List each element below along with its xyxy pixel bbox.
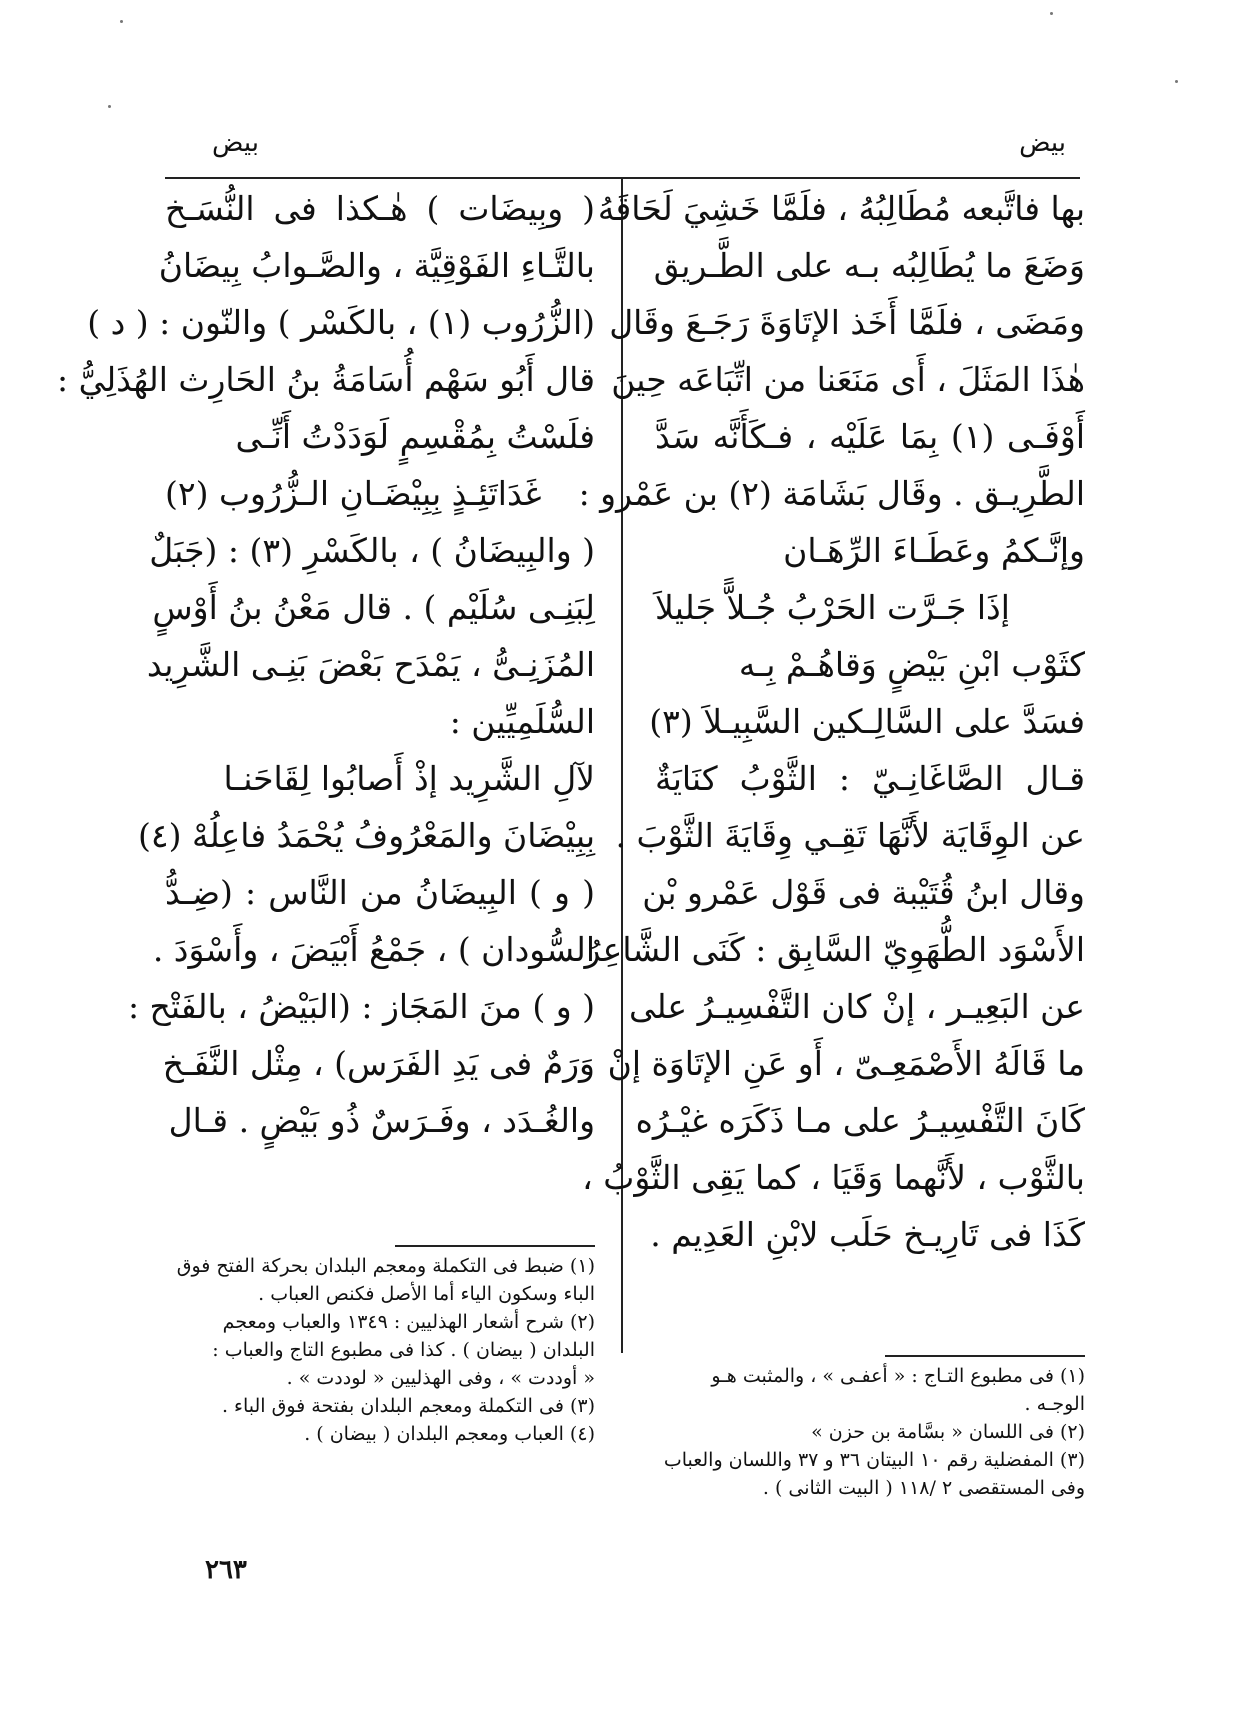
text-line: الأَسْوَد الطُّهَوِيّ السَّابِق : كَنَى الشَّاعِرُ <box>584 930 1085 969</box>
footnote-line: (٣) فى التكملة ومعجم البلدان بفتحة فوق الباء . <box>221 1395 595 1417</box>
scan-speck <box>1050 12 1053 15</box>
running-header-right: بيض <box>1019 128 1066 158</box>
text-line: السُّودان ) ، جَمْعُ أَبْيَضَ ، وأَسْوَدَ . <box>152 930 595 969</box>
text-line: المُزَنِـىُّ ، يَمْدَح بَعْضَ بَنِـى الشَّرِيد <box>146 645 595 684</box>
text-line: السُّلَمِيِّين : <box>449 702 595 741</box>
text-line: عن الوِقَايَة لأَنَّهَا تَقِـي وِقَايَةَ الثَّوْبَ . <box>615 816 1085 855</box>
text-line: (الزُّرُوب (١) ، بالكَسْر ) والنّون : ( د ) <box>87 303 595 342</box>
text-line: ( والبِيضَانُ ) ، بالكَسْرِ (٣) : (جَبَلٌ <box>149 531 595 570</box>
text-line: وَرَمٌ فى يَدِ الفَرَس) ، مِثْل النَّفَـخ <box>162 1044 595 1083</box>
verse-line: فلَسْتُ بِمُقْسِمٍ لَوَدَدْتُ أَنِّـى <box>235 417 595 456</box>
footnote-line: « أوددت » ، وفى الهذليين « لوددت » . <box>286 1367 595 1389</box>
verse-line: غَدَاتَئِـذٍ بِبِيْضَـانِ الـزُّرُوب (٢) <box>165 474 542 513</box>
verse-line: إذَا جَـرَّت الحَرْبُ جُـلاًّ جَليلاَ <box>655 588 1010 627</box>
text-line: أَوْفَـى (١) بِمَا عَلَيْه ، فـكَأَنَّه سَدَّ <box>655 417 1085 456</box>
text-line: عن البَعِيـر ، إنْ كان التَّفْسِيـرُ على <box>628 987 1085 1026</box>
footnotes-right <box>655 1362 1085 1502</box>
text-line: بالثَّوْب ، لأَنَّهما وَقَيَا ، كما يَقِى الثَّوْبُ ، <box>582 1158 1085 1197</box>
footnote-line: (١) ضبط فى التكملة ومعجم البلدان بحركة الفتح فوق <box>176 1255 595 1277</box>
footnotes-left <box>165 1252 595 1448</box>
text-line: قال أَبُو سَهْم أُسَامَةُ بنُ الحَارِث الهُذَلِيُّ : <box>56 360 595 399</box>
text-line: هٰذَا المَثَلَ ، أَى مَنَعَنا من اتِّبَاعَه حِينَ <box>611 360 1085 399</box>
text-line: وقال ابنُ قُتَيْبة فى قَوْل عَمْرو بْن <box>642 873 1085 912</box>
scan-speck <box>1175 80 1178 83</box>
footnote-line: (٢) شرح أشعار الهذليين : ١٣٤٩ والعباب ومعجم <box>222 1311 595 1333</box>
verse-line: بِبِيْضَانَ والمَعْرُوفُ يُحْمَدُ فاعِلُهْ (٤) <box>138 816 595 855</box>
scan-speck <box>108 105 111 108</box>
right-column <box>578 180 1085 1263</box>
text-line: بالتَّـاءِ الفَوْقِيَّة ، والصَّـوابُ بِيضَانُ <box>158 246 595 285</box>
text-line: ومَضَى ، فلَمَّا أَخَذ الإتَاوَةَ رَجَـعَ وقَال <box>609 303 1085 342</box>
verse-line: فسَدَّ على السَّالِـكين السَّبِيـلاَ (٣) <box>649 702 1085 741</box>
page-number: ٢٦٣ <box>205 1555 247 1585</box>
footnote-line: الوجـه . <box>1024 1393 1085 1415</box>
text-line: ( و ) منَ المَجَاز : (البَيْضُ ، بالفَتْح : <box>127 987 595 1026</box>
text-line: ما قَالَهُ الأَصْمَعِـىّ ، أَو عَنِ الإتَاوَة إنْ <box>607 1044 1085 1083</box>
footnote-line: الباء وسكون الياء أما الأصل فكنص العباب . <box>258 1283 595 1305</box>
text-line: وَضَعَ ما يُطَالِبُه بـه على الطَّـريق <box>653 246 1085 285</box>
footnote-line: وفى المستقصى ٢ /١١٨ ( البيت الثانى ) . <box>762 1477 1085 1499</box>
footnote-line: (٢) فى اللسان « بسَّامة بن حزن » <box>811 1421 1085 1443</box>
text-line: كَانَ التَّفْسِيـرُ على مـا ذَكَرَه غيْـرُه <box>635 1101 1085 1140</box>
running-header-left: بيض <box>212 128 259 158</box>
verse-line: وإنَّـكمُ وعَطَـاءَ الرِّهَـان <box>783 531 1085 570</box>
footnote-rule-left <box>395 1245 595 1247</box>
text-line: ( و ) البِيضَانُ من النَّاس : (ضِـدُّ <box>165 873 595 912</box>
text-line: الطَّرِيـق . وقَال بَشَامَة (٢) بن عَمْرو : <box>578 474 1085 513</box>
verse-line: كثَوْب ابْنِ بَيْضٍ وَقاهُـمْ بِـه <box>738 645 1085 684</box>
text-line: قـال الصَّاغَانِـيّ : الثَّوْبُ كنَايَةٌ <box>655 759 1085 798</box>
footnote-rule-right <box>885 1355 1085 1357</box>
scan-speck <box>120 20 123 23</box>
left-column <box>56 180 595 1149</box>
verse-line: لآلِ الشَّرِيد إذْ أَصابُوا لِقَاحَنـا <box>223 759 595 798</box>
text-line: بها فاتَّبعه مُطَالِبُهُ ، فلَمَّا خَشِيَ لَحَاقَهُ <box>597 189 1085 228</box>
footnote-line: البلدان ( بيضان ) . كذا فى مطبوع التاج والعباب : <box>212 1339 595 1361</box>
text-line: ( وبِيضَات ) هٰـكذا فى النُّسَـخ <box>165 189 595 228</box>
text-line: لِبَنِـى سُلَيْم ) . قال مَعْنُ بنُ أَوْسٍ <box>152 588 595 627</box>
footnote-line: (١) فى مطبوع التـاج : « أعفـى » ، والمثبت هـو <box>711 1365 1085 1387</box>
footnote-line: (٤) العباب ومعجم البلدان ( بيضان ) . <box>304 1423 595 1445</box>
text-line: كَذَا فى تَارِيـخ حَلَب لابْنِ العَدِيم . <box>650 1215 1085 1254</box>
footnote-line: (٣) المفضلية رقم ١٠ البيتان ٣٦ و ٣٧ واللسان والعباب <box>663 1449 1085 1471</box>
text-line: والغُـدَد ، وفَـرَسٌ ذُو بَيْضٍ . قـال <box>168 1101 595 1140</box>
